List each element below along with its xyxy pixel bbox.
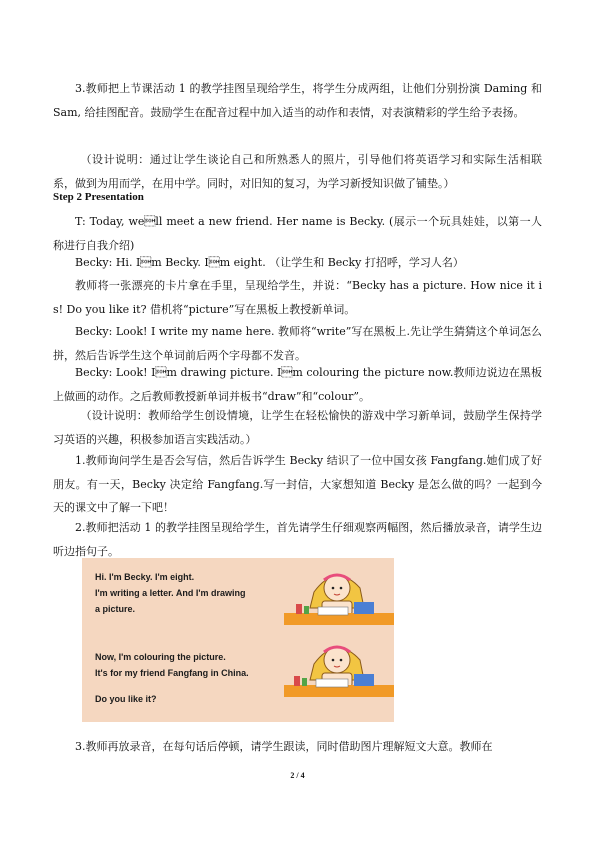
paragraph-draw-colour: Becky: Look! Im drawing picture. Im colouring the picture now.教师边说边在黑板上做画的动作。之后教师教授新单词并板书“draw”和“colour”。 — [53, 366, 542, 403]
becky-drawing-illustration — [284, 558, 394, 722]
section-heading-step2: Step 2 Presentation — [53, 191, 144, 203]
paragraph-teacher-intro: T: Today, well meet a new friend. Her name is Becky. (展示一个玩具娃娃，以第一人称进行自我介绍) — [53, 215, 542, 252]
figure-line-3: a picture. — [95, 604, 136, 614]
figure-line-4: Now, I'm colouring the picture. — [95, 652, 226, 662]
page-number: 2 / 4 — [290, 771, 305, 780]
figure-line-1: Hi. I'm Becky. I'm eight. — [95, 572, 195, 582]
becky-writing-figure — [284, 575, 394, 625]
becky-colouring-figure — [284, 647, 394, 697]
paragraph-wall-chart: 2.教师把活动 1 的教学挂图呈现给学生，首先请学生仔细观察两幅图，然后播放录音，请学生边听边指句子。 — [53, 521, 542, 558]
design-note-2: （设计说明：教师给学生创设情境，让学生在轻松愉快的游戏中学习新单词，鼓励学生保持学习英语的兴趣，积极参加语言实践活动。） — [53, 409, 542, 446]
paragraph-write-word: Becky: Look! I write my name here. 教师将“write”写在黑板上.先让学生猜猜这个单词怎么拼，然后告诉学生这个单词前后两个字母都不发音。 — [53, 325, 542, 362]
paragraph-activity-3: 3.教师把上节课活动 1 的教学挂图呈现给学生，将学生分成两组，让他们分别扮演 Daming 和 Sam, 给挂图配音。鼓励学生在配音过程中加入适当的动作和表情，对表演精彩的学生给予表扬。 — [53, 82, 542, 119]
figure-line-6: Do you like it? — [95, 694, 157, 704]
figure-line-2: I'm writing a letter. And I'm drawing — [95, 588, 246, 598]
paragraph-becky-greeting: Becky: Hi. Im Becky. Im eight. （让学生和 Becky 打招呼，学习人名） — [75, 256, 464, 269]
textbook-illustration — [82, 558, 394, 722]
paragraph-letter-story: 1.教师询问学生是否会写信，然后告诉学生 Becky 结识了一位中国女孩 Fangfang.她们成了好朋友。有一天，Becky 决定给 Fangfang.写一封信，大家想知道 Becky 是怎么做的吗？一起到今天的课文中了解一下吧！ — [53, 454, 542, 514]
paragraph-picture-card: 教师将一张漂亮的卡片拿在手里，呈现给学生，并说：“Becky has a picture. How nice it is! Do you like it? 借机将“picture”写在黑板上教授新单词。 — [53, 279, 542, 316]
design-note-1: （设计说明：通过让学生谈论自己和所熟悉人的照片，引导他们将英语学习和实际生活相联系，做到为用而学，在用中学。同时，对旧知的复习，为学习新授知识做了铺垫。） — [53, 153, 542, 190]
figure-line-5: It's for my friend Fangfang in China. — [95, 668, 249, 678]
paragraph-replay-recording: 3.教师再放录音，在每句话后停顿，请学生跟读，同时借助图片理解短文大意。教师在 — [75, 740, 493, 753]
